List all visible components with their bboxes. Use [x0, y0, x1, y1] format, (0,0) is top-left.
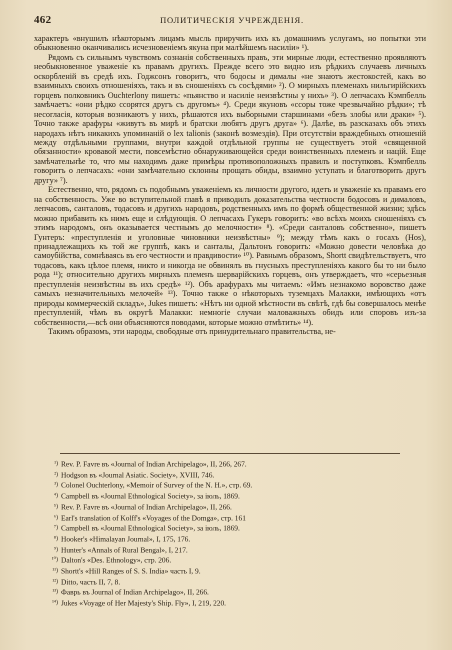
footnote-number: ⁴) — [53, 493, 58, 500]
footnote — [44, 470, 414, 481]
footnote — [44, 587, 414, 598]
footnote-text: Campbell въ «Journal Ethnological Society», за іюль, 1869. — [61, 523, 240, 533]
footnote — [44, 577, 414, 588]
footnote-text: Campbell въ «Journal Ethnological Society», за іюль, 1869. — [61, 491, 240, 501]
paragraph: Такимъ образомъ, эти народы, свободные отъ принудительнаго правительства, не- — [48, 327, 336, 337]
paragraph: характеръ «внушилъ нѣкоторымъ лицамъ мысль приручить ихъ къ домашнимъ услугамъ, но попытки эти обыкновенно оканчивались исчезновеніемъ якуна при малѣйшемъ насиліи» ¹). — [34, 34, 426, 53]
footnote-number: ⁶) — [53, 514, 58, 521]
footnote — [44, 513, 414, 524]
footnote — [44, 459, 414, 470]
footnote — [44, 555, 414, 566]
running-title: ПОЛИТИЧЕСКІЯ УЧРЕЖДЕНІЯ. — [160, 15, 304, 25]
footnote-number: ⁸) — [53, 535, 58, 542]
footnote-number: ⁹) — [53, 546, 58, 553]
footnote-text: Hooker's «Himalayan Journal», I, 175, 176. — [61, 534, 191, 544]
footnote — [44, 598, 414, 609]
paragraph: Естественно, что, рядомъ съ подобнымъ уваженіемъ къ личности другого, идетъ и уваженіе къ правамъ его на собственность. Уже во вступительной главѣ я приводилъ доказательства честности бодосовъ и дималовъ, лепчасовъ, санталовъ, тодасовъ и другихъ народовъ, родственныхъ имъ по формѣ общественной жизни; здѣсь можно прибавить къ нимъ еще и слѣдующія. О лепчасахъ Гукеръ говоритъ: «во всѣхъ моихъ сношеніяхъ съ этимъ народомъ, онъ оказывается честнымъ до мелочности» ⁸). «Среди санталовъ собственно», пишетъ Гунтеръ: «преступленія и уголовные чиновники неизвѣстны» ⁹); между тѣмъ какъ о госахъ (Hos), принадлежащихъ къ той же группѣ, какъ и санталы, Дальтонъ говоритъ: «Можно довести человѣка до самоубійства, сомнѣваясь въ его честности и правдивости» ¹⁰). Равнымъ образомъ, Shortt свидѣтельствуетъ, что тодасовъ, какъ цѣлое племя, никто и никогда не обвинялъ въ гнусныхъ преступленіяхъ какого бы то ни было рода ¹¹); относительно другихъ мирныхъ племенъ шерварійскихъ горцевъ, онъ утверждаетъ, что «серьезныя преступленія неизвѣстны въ ихъ средѣ» ¹²). Объ арафурахъ мы читаемъ: «Имъ незнакомо воровство даже самыхъ незначительныхъ мелочей» ¹³). Точно также о нѣкоторыхъ туземцахъ Малакки, имѣющихъ «отъ природы коммерческій складъ», Jukes пишетъ: «Нѣтъ ни одной мѣстности въ свѣтѣ, гдѣ бы совершалось менѣе преступленій, чѣмъ въ округѣ Малакки: немногіе случаи маловажныхъ обидъ или споровъ изъ-за собственности,—всѣ они объясняются поводами, которые можно отмѣтить» ¹⁴). — [34, 185, 426, 327]
footnote-number: ¹¹) — [52, 568, 58, 575]
page-header — [34, 14, 430, 28]
footnote-text: Фаврь въ Journal of Indian Archipelago», II, 266. — [61, 587, 209, 597]
footnote-number: ¹⁰) — [51, 557, 58, 564]
footnote-text: Hodgson въ «Journal Asiatic. Society», XVIII, 746. — [61, 470, 215, 480]
footnote-text: Jukes «Voyage of Her Majesty's Ship. Fly», I, 219, 220. — [61, 598, 227, 608]
footnote-text: Earl's translation of Kolff's «Voyages of the Domga», стр. 161 — [61, 513, 246, 523]
footnote-text: Rev. P. Favre въ «Journal of Indian Archipelago», II, 266, 267. — [61, 459, 247, 469]
footnote-number: ³) — [54, 482, 58, 489]
footnote-text: Dalton's «Des. Ethnology», стр. 206. — [61, 555, 172, 565]
footnote-text: Ditto, часть II, 7, 8. — [61, 577, 121, 587]
footnote — [44, 480, 414, 491]
footnote-text: Shortt's «Hill Ranges of S. S. India» часть I, 9. — [61, 566, 201, 576]
footnote-number: ⁵) — [53, 503, 58, 510]
footnote-number: ¹²) — [52, 578, 58, 585]
footnote-number: ¹³) — [52, 589, 58, 596]
footnote — [44, 545, 414, 556]
footnote-number: ¹) — [54, 461, 58, 467]
footnote — [44, 534, 414, 545]
footnote — [44, 502, 414, 513]
footnotes — [44, 459, 414, 609]
footnote-text: Rev. P. Favre въ «Journal of Indian Archipelago», II, 266. — [61, 502, 232, 512]
footnote-number: ²) — [54, 471, 58, 478]
paragraph: Рядомъ съ сильнымъ чувствомъ сознанія собственныхъ правъ, эти мирные люди, естественно проявляютъ необыкновенное уваженіе къ правамъ другихъ. Прежде всего это видно изъ рѣдкихъ случаевъ личныхъ оскорбленій въ средѣ ихъ. Годжсонъ говоритъ, что бодосы и дималы «не знаютъ жестокостей, какъ во взаимныхъ своихъ отношеніяхъ, такъ и въ сношеніяхъ съ сосѣдями» ²). О мирныхъ племенахъ нильгирійскихъ горцевъ полковникъ Ouchterlony пишетъ: «пьянство и насиліе неизвѣстны у нихъ» ³). О лепчасахъ Кэмпбелль замѣчаетъ: «они рѣдко ссорятся другъ съ другомъ» ⁴). Среди якуновъ «ссоры тоже чрезвычайно рѣдки»; тѣ несогласія, которыя возникаютъ у нихъ, рѣшаются ихъ выборными старшинами «безъ злобы или драки» ⁵). Точно также арафуры «живутъ въ мирѣ и братски любятъ другъ друга» ⁶). Далѣе, въ разсказахъ объ этихъ народахъ нѣтъ никакихъ упоминаній о lex talionis (законѣ возмездія). При отсутствіи враждебныхъ отношеній между отдѣльными группами, внутри каждой отдѣльной группы не существуетъ этой «священной обязанности» кровавой мести, повсемѣстно обнаруживающейся среди воинственныхъ племенъ и націй. Еще замѣчательнѣе то, что мы находимъ даже примѣры противоположныхъ правилъ и поступковъ. Кэмпбелль говоритъ о лепчасахъ: «они замѣчательно склонны прощать обиды, взаимно уступать и благотворить другъ другу» ⁷). — [34, 52, 426, 185]
footnote-number: ⁷) — [53, 525, 58, 532]
footnote-text: Colonel Ouchterlony, «Memoir of Survey of the N. H.», стр. 69. — [61, 480, 253, 490]
page-number: 462 — [34, 14, 52, 26]
footnote — [44, 566, 414, 577]
footnote — [44, 523, 414, 534]
body-text — [34, 34, 426, 337]
footnote — [44, 491, 414, 502]
footnote-divider — [60, 453, 400, 454]
footnote-number: ¹⁴) — [52, 600, 58, 607]
footnote-text: Hunter's «Annals of Rural Bengal», I, 217. — [61, 545, 188, 555]
